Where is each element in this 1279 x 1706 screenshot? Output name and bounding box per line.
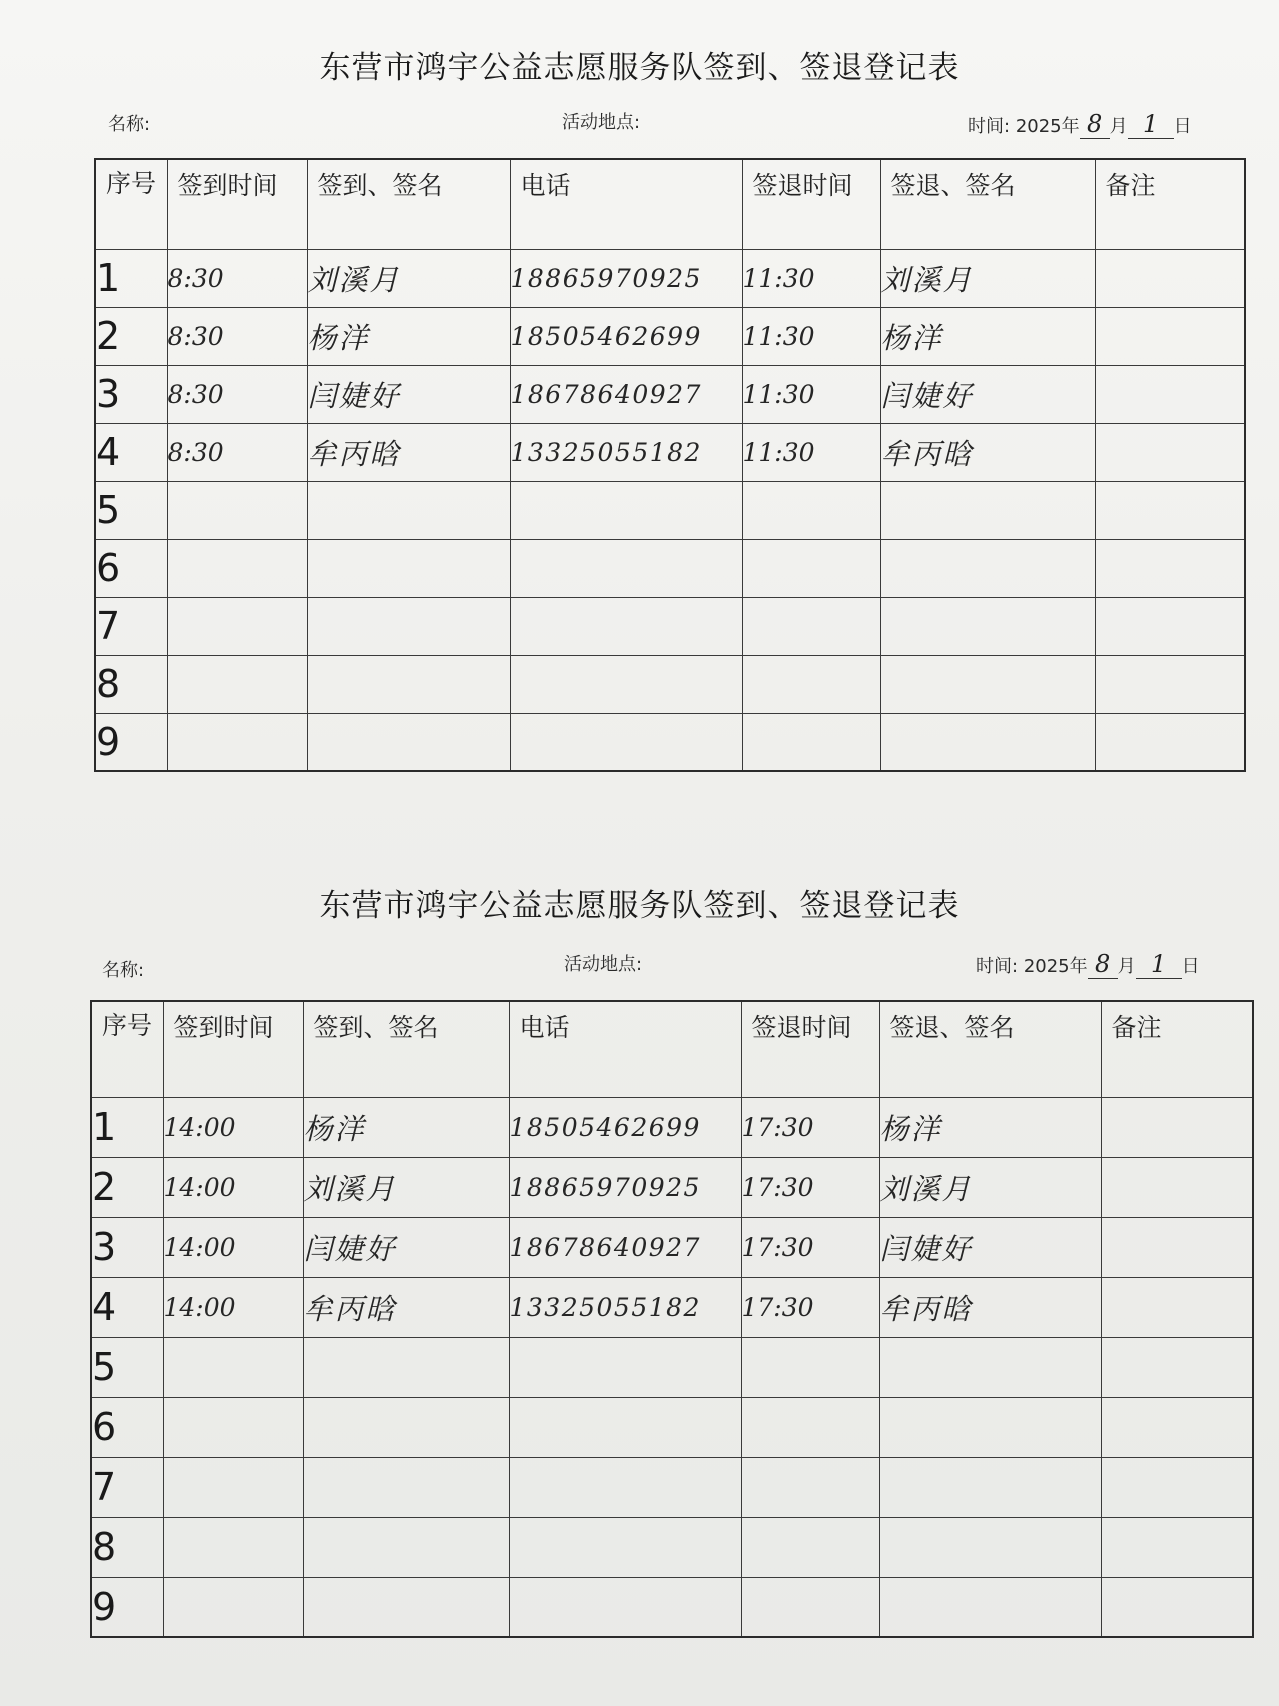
phone-cell (509, 1397, 741, 1457)
checkout-time-cell (742, 655, 880, 713)
checkout-time-cell (741, 1517, 879, 1577)
name-label: 名称: (102, 960, 145, 981)
phone-cell (510, 655, 742, 713)
checkout-time-cell: 17:30 (741, 1097, 879, 1157)
checkout-signature-cell (879, 1457, 1101, 1517)
col-header-checkout-sign: 签退、签名 (880, 159, 1095, 249)
checkin-time-cell (163, 1337, 303, 1397)
checkin-time-cell (167, 655, 307, 713)
phone-cell (509, 1517, 741, 1577)
checkout-signature-cell (880, 481, 1095, 539)
row-number: 4 (95, 423, 167, 481)
remark-cell (1095, 423, 1245, 481)
checkout-time-cell (741, 1577, 879, 1637)
table-row (95, 597, 1245, 655)
checkin-signature-cell: 杨洋 (303, 1097, 509, 1157)
checkin-time-cell: 8:30 (167, 423, 307, 481)
checkout-time-cell: 11:30 (742, 249, 880, 307)
phone-cell (510, 713, 742, 771)
table-row (95, 307, 1245, 365)
row-number: 2 (95, 307, 167, 365)
checkin-signature-cell: 牟丙晗 (303, 1277, 509, 1337)
checkin-time-cell: 14:00 (163, 1097, 303, 1157)
phone-cell: 18505462699 (509, 1097, 741, 1157)
row-number: 8 (95, 655, 167, 713)
col-header-phone: 电话 (510, 159, 742, 249)
col-header-checkout-time: 签退时间 (741, 1001, 879, 1097)
phone-cell: 13325055182 (510, 423, 742, 481)
row-number: 1 (95, 249, 167, 307)
remark-cell (1095, 597, 1245, 655)
phone-cell: 18678640927 (509, 1217, 741, 1277)
col-header-checkin-sign: 签到、签名 (307, 159, 510, 249)
day-value: 1 (1128, 110, 1174, 139)
row-number: 6 (91, 1397, 163, 1457)
table-row (91, 1577, 1253, 1637)
checkin-signature-cell: 闫婕好 (303, 1217, 509, 1277)
month-value: 8 (1088, 950, 1118, 979)
table-row (91, 1337, 1253, 1397)
checkout-time-cell (742, 539, 880, 597)
checkout-signature-cell: 刘溪月 (879, 1157, 1101, 1217)
location-label: 活动地点: (564, 954, 643, 975)
checkout-time-cell (742, 713, 880, 771)
checkout-time-cell: 11:30 (742, 423, 880, 481)
table-row (91, 1217, 1253, 1277)
table-row (95, 539, 1245, 597)
signin-table (94, 158, 1246, 772)
date-field (976, 950, 1200, 979)
phone-cell (510, 539, 742, 597)
row-number: 6 (95, 539, 167, 597)
row-number: 5 (95, 481, 167, 539)
table-row (91, 1157, 1253, 1217)
col-header-checkin-time: 签到时间 (163, 1001, 303, 1097)
checkin-time-cell (163, 1457, 303, 1517)
checkin-signature-cell: 杨洋 (307, 307, 510, 365)
checkout-signature-cell (879, 1517, 1101, 1577)
checkout-signature-cell: 杨洋 (880, 307, 1095, 365)
remark-cell (1095, 365, 1245, 423)
checkout-signature-cell: 闫婕好 (879, 1217, 1101, 1277)
table-row (91, 1397, 1253, 1457)
day-unit: 日 (1181, 956, 1200, 977)
checkin-time-cell: 14:00 (163, 1157, 303, 1217)
remark-cell (1101, 1217, 1253, 1277)
checkin-time-cell (167, 597, 307, 655)
col-header-checkout-time: 签退时间 (742, 159, 880, 249)
row-number: 9 (95, 713, 167, 771)
checkout-signature-cell: 牟丙晗 (880, 423, 1095, 481)
signin-table (90, 1000, 1254, 1638)
table-row (95, 481, 1245, 539)
checkout-signature-cell (880, 713, 1095, 771)
checkout-time-cell (741, 1397, 879, 1457)
checkin-time-cell: 8:30 (167, 365, 307, 423)
row-number: 7 (91, 1457, 163, 1517)
month-unit: 月 (1109, 116, 1128, 137)
year-value: 2025 (1015, 116, 1062, 137)
col-header-checkin-time: 签到时间 (167, 159, 307, 249)
checkin-signature-cell (307, 655, 510, 713)
form-title: 东营市鸿宇公益志愿服务队签到、签退登记表 (319, 50, 960, 86)
checkout-time-cell: 11:30 (742, 307, 880, 365)
table-row (91, 1457, 1253, 1517)
remark-cell (1101, 1397, 1253, 1457)
checkout-signature-cell: 刘溪月 (880, 249, 1095, 307)
row-number: 3 (95, 365, 167, 423)
remark-cell (1101, 1097, 1253, 1157)
remark-cell (1101, 1337, 1253, 1397)
table-row (95, 365, 1245, 423)
table-row (91, 1517, 1253, 1577)
phone-cell: 18865970925 (509, 1157, 741, 1217)
month-value: 8 (1080, 110, 1110, 139)
checkin-time-cell (167, 713, 307, 771)
phone-cell: 18678640927 (510, 365, 742, 423)
remark-cell (1095, 539, 1245, 597)
checkin-time-cell: 8:30 (167, 249, 307, 307)
checkout-time-cell: 11:30 (742, 365, 880, 423)
phone-cell (509, 1337, 741, 1397)
col-header-checkout-sign: 签退、签名 (879, 1001, 1101, 1097)
checkin-signature-cell (303, 1577, 509, 1637)
table-row (91, 1097, 1253, 1157)
year-value: 2025 (1023, 956, 1070, 977)
table-row (95, 655, 1245, 713)
year-unit: 年 (1069, 956, 1088, 977)
checkin-signature-cell (307, 713, 510, 771)
checkout-signature-cell: 牟丙晗 (879, 1277, 1101, 1337)
checkin-signature-cell: 刘溪月 (303, 1157, 509, 1217)
table-header-row (91, 1001, 1253, 1097)
row-number: 7 (95, 597, 167, 655)
checkin-signature-cell: 刘溪月 (307, 249, 510, 307)
table-row (91, 1277, 1253, 1337)
phone-cell (509, 1577, 741, 1637)
checkout-time-cell: 17:30 (741, 1217, 879, 1277)
checkout-time-cell: 17:30 (741, 1157, 879, 1217)
table-header-row (95, 159, 1245, 249)
time-label: 时间: (968, 116, 1011, 137)
checkout-signature-cell: 杨洋 (879, 1097, 1101, 1157)
checkout-signature-cell (880, 655, 1095, 713)
checkout-signature-cell (879, 1577, 1101, 1637)
remark-cell (1095, 713, 1245, 771)
day-unit: 日 (1173, 116, 1192, 137)
checkin-time-cell: 14:00 (163, 1277, 303, 1337)
checkin-signature-cell (303, 1517, 509, 1577)
row-number: 8 (91, 1517, 163, 1577)
table-row (95, 713, 1245, 771)
checkin-time-cell: 14:00 (163, 1217, 303, 1277)
remark-cell (1101, 1277, 1253, 1337)
phone-cell: 18865970925 (510, 249, 742, 307)
row-number: 1 (91, 1097, 163, 1157)
year-unit: 年 (1061, 116, 1080, 137)
checkout-time-cell (742, 481, 880, 539)
checkout-signature-cell (879, 1397, 1101, 1457)
date-field (968, 110, 1192, 139)
remark-cell (1095, 481, 1245, 539)
checkin-signature-cell (307, 539, 510, 597)
location-label: 活动地点: (562, 112, 641, 133)
checkout-time-cell (742, 597, 880, 655)
phone-cell (510, 597, 742, 655)
checkin-signature-cell: 闫婕好 (307, 365, 510, 423)
col-header-remark: 备注 (1101, 1001, 1253, 1097)
phone-cell (510, 481, 742, 539)
day-value: 1 (1136, 950, 1182, 979)
row-number: 5 (91, 1337, 163, 1397)
checkin-signature-cell (307, 481, 510, 539)
time-label: 时间: (976, 956, 1019, 977)
checkin-signature-cell (303, 1337, 509, 1397)
checkout-signature-cell (880, 597, 1095, 655)
row-number: 2 (91, 1157, 163, 1217)
col-header-seq: 序号 (91, 1001, 163, 1097)
checkin-signature-cell (303, 1397, 509, 1457)
col-header-phone: 电话 (509, 1001, 741, 1097)
row-number: 9 (91, 1577, 163, 1637)
checkout-signature-cell: 闫婕好 (880, 365, 1095, 423)
checkin-time-cell (163, 1397, 303, 1457)
checkout-time-cell: 17:30 (741, 1277, 879, 1337)
row-number: 4 (91, 1277, 163, 1337)
table-row (95, 249, 1245, 307)
remark-cell (1095, 307, 1245, 365)
row-number: 3 (91, 1217, 163, 1277)
phone-cell: 13325055182 (509, 1277, 741, 1337)
checkin-time-cell (163, 1577, 303, 1637)
remark-cell (1095, 655, 1245, 713)
remark-cell (1101, 1457, 1253, 1517)
checkin-time-cell (163, 1517, 303, 1577)
remark-cell (1095, 249, 1245, 307)
checkin-signature-cell (303, 1457, 509, 1517)
checkin-time-cell: 8:30 (167, 307, 307, 365)
phone-cell: 18505462699 (510, 307, 742, 365)
checkout-signature-cell (880, 539, 1095, 597)
checkout-time-cell (741, 1457, 879, 1517)
checkin-signature-cell: 牟丙晗 (307, 423, 510, 481)
checkin-time-cell (167, 481, 307, 539)
col-header-checkin-sign: 签到、签名 (303, 1001, 509, 1097)
form-title: 东营市鸿宇公益志愿服务队签到、签退登记表 (319, 888, 960, 924)
remark-cell (1101, 1157, 1253, 1217)
remark-cell (1101, 1577, 1253, 1637)
name-label: 名称: (108, 114, 151, 135)
phone-cell (509, 1457, 741, 1517)
remark-cell (1101, 1517, 1253, 1577)
table-row (95, 423, 1245, 481)
col-header-seq: 序号 (95, 159, 167, 249)
checkout-time-cell (741, 1337, 879, 1397)
checkin-signature-cell (307, 597, 510, 655)
col-header-remark: 备注 (1095, 159, 1245, 249)
month-unit: 月 (1117, 956, 1136, 977)
checkin-time-cell (167, 539, 307, 597)
checkout-signature-cell (879, 1337, 1101, 1397)
